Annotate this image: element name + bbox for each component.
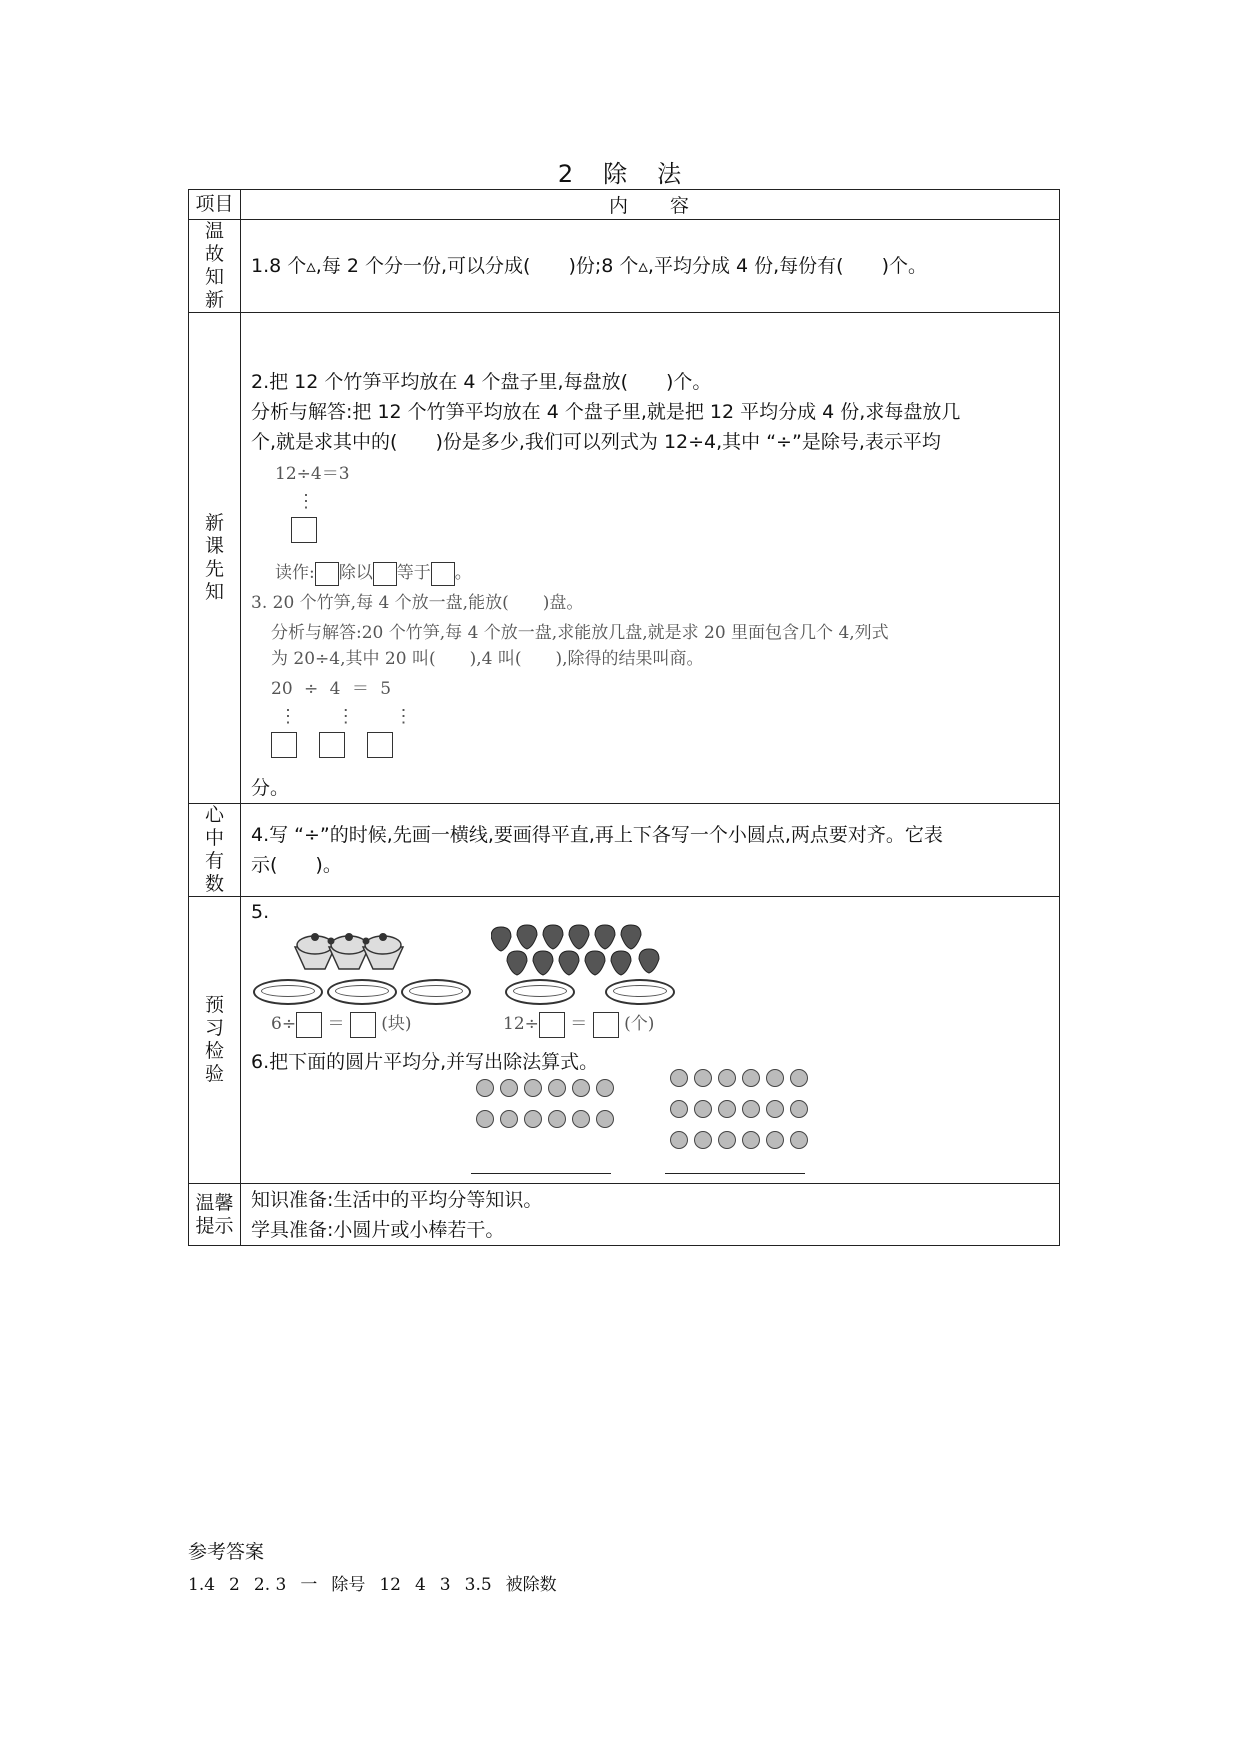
vertical-dots: ⋮ [297,491,315,512]
label-char: 新 [204,512,224,534]
read-equals: 等于 [396,563,431,583]
label-new-lesson [189,313,241,804]
plate-icon [605,979,675,1005]
circle-chip [718,1100,736,1118]
label-char: 验 [204,1063,224,1085]
label-char: 中 [204,827,224,849]
plate-icon [401,979,471,1005]
dots-2: ⋮ [336,706,355,727]
label-char: 新 [204,289,224,311]
label-tips-line-2: 提示 [195,1214,234,1237]
answer-item: 被除数 [505,1575,557,1595]
label-tips-line-1: 温馨 [195,1191,234,1214]
answer-boxes-row [271,732,1049,767]
equation-20-div-4: 20 ÷ 4 ＝ 5 [271,679,392,699]
circle-group-18 [667,1067,817,1160]
answer-item: 3.5 [464,1575,492,1595]
circle-chip [790,1131,808,1149]
circle-chip [596,1079,614,1097]
circle-chip [500,1110,518,1128]
answer-box-1 [291,517,1049,552]
eq-b-start: 12÷ [503,1014,539,1034]
answer-item: 除号 [331,1575,366,1595]
label-preview [189,897,241,1184]
circle-chip [694,1100,712,1118]
section-mind [189,804,1060,897]
equation-cupcakes [271,1011,412,1038]
section-tips [189,1184,1060,1246]
cupcakes-illustration [291,927,411,980]
answer-item: 3 [439,1575,451,1595]
circle-chip [766,1100,784,1118]
circle-chip [524,1079,542,1097]
section-new-lesson [189,313,1060,804]
label-char: 习 [204,1017,224,1039]
eq-a-equals: ＝ [327,1014,345,1034]
read-as-line [275,560,1049,586]
label-char: 有 [204,850,224,872]
strawberries-icon [491,923,671,979]
content-mind [241,804,1060,897]
section-preview [189,897,1060,1184]
header-content-a: 内 [608,195,630,217]
content-new-lesson [241,313,1060,804]
plates-row-b [505,979,679,1014]
tip-knowledge: 知识准备:生活中的平均分等知识。 [251,1188,543,1211]
circle-chip [596,1110,614,1128]
eq-b-box-2[interactable] [593,1012,619,1038]
question-4-line-1: 4.写 “÷”的时候,先画一横线,要画得平直,再上下各写一个小圆点,两点要对齐。它表 [251,824,943,846]
section-review [189,220,1060,313]
label-char: 知 [204,581,224,603]
cupcakes-icon [291,927,411,971]
read-divided-by: 除以 [338,563,373,583]
circle-chip [548,1110,566,1128]
plates-row-a [253,979,475,1014]
label-char: 预 [204,994,224,1016]
circle-chip [694,1069,712,1087]
circle-chip [742,1100,760,1118]
title-word-2: 法 [657,160,684,188]
circle-chip [670,1100,688,1118]
question-1: 1.8 个▵,每 2 个分一份,可以分成( )份;8 个▵,平均分成 4 份,每份有( )个。 [251,255,928,277]
tip-tools: 学具准备:小圆片或小棒若干。 [251,1218,505,1241]
question-4-line-2: 示( )。 [251,854,342,876]
dots-3: ⋮ [394,706,413,727]
circle-chip [790,1069,808,1087]
analysis-line-3: 分析与解答:20 个竹笋,每 4 个放一盘,求能放几盘,就是求 20 里面包含几个 4,列式 [271,623,889,643]
title-word-1: 除 [603,160,630,188]
answer-item: 一 [300,1575,318,1595]
circle-chip [766,1069,784,1087]
eq-b-equals: ＝ [570,1014,588,1034]
answer-item: 12 [379,1575,401,1595]
label-char: 故 [204,243,224,265]
eq-a-unit: (块) [381,1014,412,1034]
circle-chip [718,1069,736,1087]
vertical-dots-row [279,708,1049,726]
answer-item: 2. 3 [253,1575,287,1595]
eq-b-box-1[interactable] [539,1012,565,1038]
read-end: 。 [454,563,472,583]
circle-chip [670,1131,688,1149]
question-5: 5. [251,901,270,923]
plate-icon [505,979,575,1005]
answer-line-1[interactable] [471,1153,611,1183]
circle-chip [742,1131,760,1149]
answers-heading: 参考答案 [188,1541,265,1563]
eq-a-start: 6÷ [271,1014,297,1034]
label-char: 温 [204,220,224,242]
circle-chip [670,1069,688,1087]
read-prefix: 读作: [275,563,315,583]
header-item: 项目 [189,190,241,220]
answer-box-divisor[interactable] [319,732,345,758]
question-2: 2.把 12 个竹笋平均放在 4 个盘子里,每盘放( )个。 [251,371,712,393]
analysis-line-1: 分析与解答:把 12 个竹笋平均放在 4 个盘子里,就是把 12 平均分成 4 份,求每盘放几 [251,401,961,423]
circle-group-12 [473,1077,623,1139]
answer-box-dividend[interactable] [271,732,297,758]
circle-chip [548,1079,566,1097]
label-char: 检 [204,1040,224,1062]
analysis-line-4: 为 20÷4,其中 20 叫( ),4 叫( ),除得的结果叫商。 [271,649,704,669]
label-char: 知 [204,266,224,288]
eq-b-unit: (个) [624,1014,655,1034]
answer-line-2[interactable] [665,1153,805,1183]
question-3: 3. 20 个竹笋,每 4 个放一盘,能放( )盘。 [251,593,584,613]
circle-chip [742,1069,760,1087]
label-char: 课 [204,535,224,557]
equation-strawberries [503,1011,654,1038]
label-review [189,220,241,313]
plate-icon [253,979,323,1005]
answer-box[interactable] [291,517,317,543]
circle-chip [572,1079,590,1097]
section-tail: 分。 [251,777,290,799]
eq-a-box-1[interactable] [296,1012,322,1038]
label-char: 心 [204,804,224,826]
circle-chip [790,1100,808,1118]
header-row [189,190,1060,220]
read-box-1[interactable] [315,562,339,586]
page-title [0,154,1241,189]
title-number: 2 [557,160,576,188]
dots-1: ⋮ [279,706,297,727]
circle-chip [694,1131,712,1149]
content-preview [241,897,1060,1184]
header-content-b: 容 [670,195,692,217]
content-tips [241,1184,1060,1246]
answer-box-quotient[interactable] [367,732,393,758]
circle-chip [524,1110,542,1128]
question-6: 6.把下面的圆片平均分,并写出除法算式。 [251,1051,599,1073]
answer-item: 1.4 [188,1575,216,1595]
label-tips [189,1184,241,1246]
plate-icon [327,979,397,1005]
read-box-3[interactable] [431,562,455,586]
worksheet-table [188,189,1060,1246]
circle-chip [718,1131,736,1149]
label-char: 数 [204,873,224,895]
circle-chip [572,1110,590,1128]
circle-chip [476,1079,494,1097]
content-review [241,220,1060,313]
label-mind [189,804,241,897]
answer-item: 2 [229,1575,240,1595]
circle-chip [766,1131,784,1149]
eq-a-box-2[interactable] [350,1012,376,1038]
analysis-line-2: 个,就是求其中的( )份是多少,我们可以列式为 12÷4,其中 “÷”是除号,表示平均 [251,431,941,453]
label-char: 先 [204,558,224,580]
read-box-2[interactable] [373,562,397,586]
answer-item: 4 [414,1575,426,1595]
header-content [241,190,1060,220]
circle-chip [500,1079,518,1097]
equation-12-div-4: 12÷4＝3 [275,464,350,484]
circle-chip [476,1110,494,1128]
answers-list [188,1570,571,1595]
